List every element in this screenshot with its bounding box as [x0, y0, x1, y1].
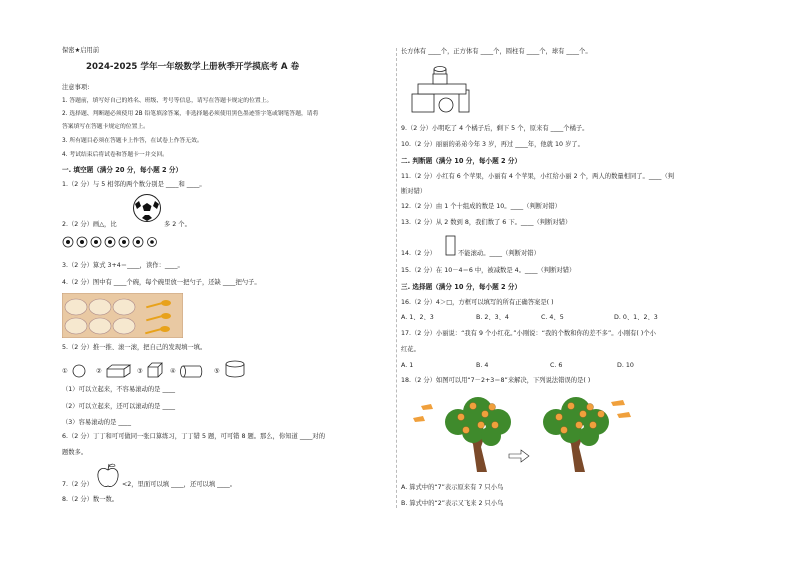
birds-on-trees-picture	[403, 392, 643, 474]
choice-option[interactable]: C. 4、5	[541, 314, 564, 321]
question-10: 10.（2 分）丽丽的弟弟今年 3 岁，再过 ____年，他就 10 岁了。	[401, 141, 584, 148]
question-7-start: 7.（2 分）	[62, 481, 93, 488]
section-judge-heading: 二. 判断题（满分 10 分，每小题 2 分）	[401, 157, 522, 165]
notes-heading: 注意事项:	[62, 84, 90, 91]
note-item: 4. 考试结束后将试卷和答题卡一并交回。	[62, 152, 168, 158]
question-17-line-1: 17.（2 分）小丽说：“我有 9 个小红花。”小刚说：“我的个数和你的差不多”。小刚有( )个小	[401, 330, 656, 337]
section-fill-heading: 一. 填空题（满分 20 分，每小题 2 分）	[62, 166, 183, 174]
question-1: 1.（2 分）与 5 相邻的两个数分别是 ____和 ____。	[62, 181, 206, 188]
soccer-ball-icon	[132, 193, 162, 223]
question-6-line-2: 题数多。	[62, 449, 88, 456]
question-5-part-2: （2）可以立起来，还可以滚动的是 ____	[62, 403, 176, 410]
question-7-end: <2，里面可以填 ____，还可以填 ____。	[122, 481, 237, 488]
secret-label: 保密★启用前	[62, 47, 100, 54]
choice-option[interactable]: D. 10	[617, 362, 634, 369]
question-18: 18.（2 分）如图可以用“7－2+3＝8”来解决，下列说法错误的是( )	[401, 377, 591, 384]
choice-option[interactable]: B. 算式中的“2”表示又飞来 2 只小鸟	[401, 500, 504, 507]
question-8-answer-line: 长方体有 ____个，正方体有 ____个，圆柱有 ____个，球有 ____个。	[401, 48, 592, 55]
note-item: 1. 答题前，填写好自己的姓名、班级、考号等信息，请写在答题卡规定的位置上。	[62, 98, 273, 104]
question-2-end: 多 2 个。	[164, 221, 191, 228]
rectangle-prism-icon	[445, 235, 457, 257]
question-5: 5.（2 分）推一推、滚一滚，把自己的发现填一填。	[62, 344, 207, 351]
question-4: 4.（2 分）图中有 ____个碗，每个碗里放一把勺子，还缺 ____把勺子。	[62, 279, 261, 286]
column-divider	[396, 48, 397, 508]
question-11-line-2: 断对错）	[401, 188, 427, 195]
shape-number: ②	[96, 368, 102, 375]
section-choice-heading: 三. 选择题（满分 10 分，每小题 2 分）	[401, 283, 522, 291]
question-14-start: 14.（2 分）	[401, 250, 436, 257]
question-8: 8.（2 分）数一数。	[62, 496, 119, 503]
question-11-line-1: 11.（2 分）小红有 6 个苹果，小丽有 4 个苹果，小红给小丽 2 个，两人的数量相同了。____（判	[401, 173, 675, 180]
question-2-start: 2.（2 分）画△，比	[62, 221, 117, 228]
question-12: 12.（2 分）由 1 个十组成的数是 10。____（判断对错）	[401, 203, 561, 210]
question-17-line-2: 红花。	[401, 346, 420, 353]
shape-number: ③	[137, 368, 143, 375]
sphere-shape	[72, 364, 86, 378]
question-13: 13.（2 分）从 2 数到 8，我们数了 6 下。____（判断对错）	[401, 219, 572, 226]
page-title: 2024-2025 学年一年级数学上册秋季开学摸底考 A 卷	[86, 62, 300, 72]
choice-option[interactable]: B. 2、3、4	[476, 314, 509, 321]
cuboid-shape	[106, 364, 132, 378]
shape-number: ④	[170, 368, 176, 375]
question-3: 3.（2 分）算式 3+4＝____，读作：____。	[62, 262, 184, 269]
question-6-line-1: 6.（2 分）丁丁和可可做同一张口算练习，丁丁错 5 题，可可错 8 题。那么，你知道 ____对的	[62, 433, 326, 440]
apple-icon	[96, 463, 120, 489]
cube-shape	[147, 362, 163, 378]
note-item: 3. 所有题目必须在答题卡上作答，在试卷上作答无效。	[62, 138, 203, 144]
soccer-ball-row	[62, 236, 157, 248]
question-5-part-1: （1）可以立起来，不容易滚动的是 ____	[62, 386, 176, 393]
choice-option[interactable]: D. 0、1、2、3	[614, 314, 658, 321]
choice-option[interactable]: C. 6	[550, 362, 563, 369]
note-item: 2. 选择题、判断题必须使用 2B 铅笔填涂答案，非选择题必须使用黑色墨迹签字笔或钢笔答题，请将	[62, 111, 319, 117]
choice-option[interactable]: A. 算式中的“7”表示原来有 7 只小鸟	[401, 484, 504, 491]
question-5-part-3: （3）容易滚动的是 ____	[62, 419, 131, 426]
stacked-solids-picture	[411, 64, 473, 114]
choice-option[interactable]: B. 4	[476, 362, 489, 369]
question-9: 9.（2 分）小明吃了 4 个橘子后，剩下 5 个，原来有 ____个橘子。	[401, 125, 589, 132]
choice-option[interactable]: A. 1	[401, 362, 414, 369]
shape-number: ①	[62, 368, 68, 375]
cylinder-standing-shape	[224, 360, 246, 378]
question-16: 16.（2 分）4＞□，方框可以填写的所有正确答案是( )	[401, 299, 554, 306]
question-15: 15.（2 分）在 10－4＝6 中，被减数是 4。____（判断对错）	[401, 267, 576, 274]
shape-number: ⑤	[214, 368, 220, 375]
note-item: 答案填写在答题卡规定的位置上。	[62, 124, 149, 130]
cylinder-lying-shape	[180, 362, 204, 378]
bowls-and-spoons-picture	[62, 293, 183, 338]
choice-option[interactable]: A. 1、2、3	[401, 314, 434, 321]
question-14-end: 不能滚动。____（判断对错）	[458, 250, 540, 257]
